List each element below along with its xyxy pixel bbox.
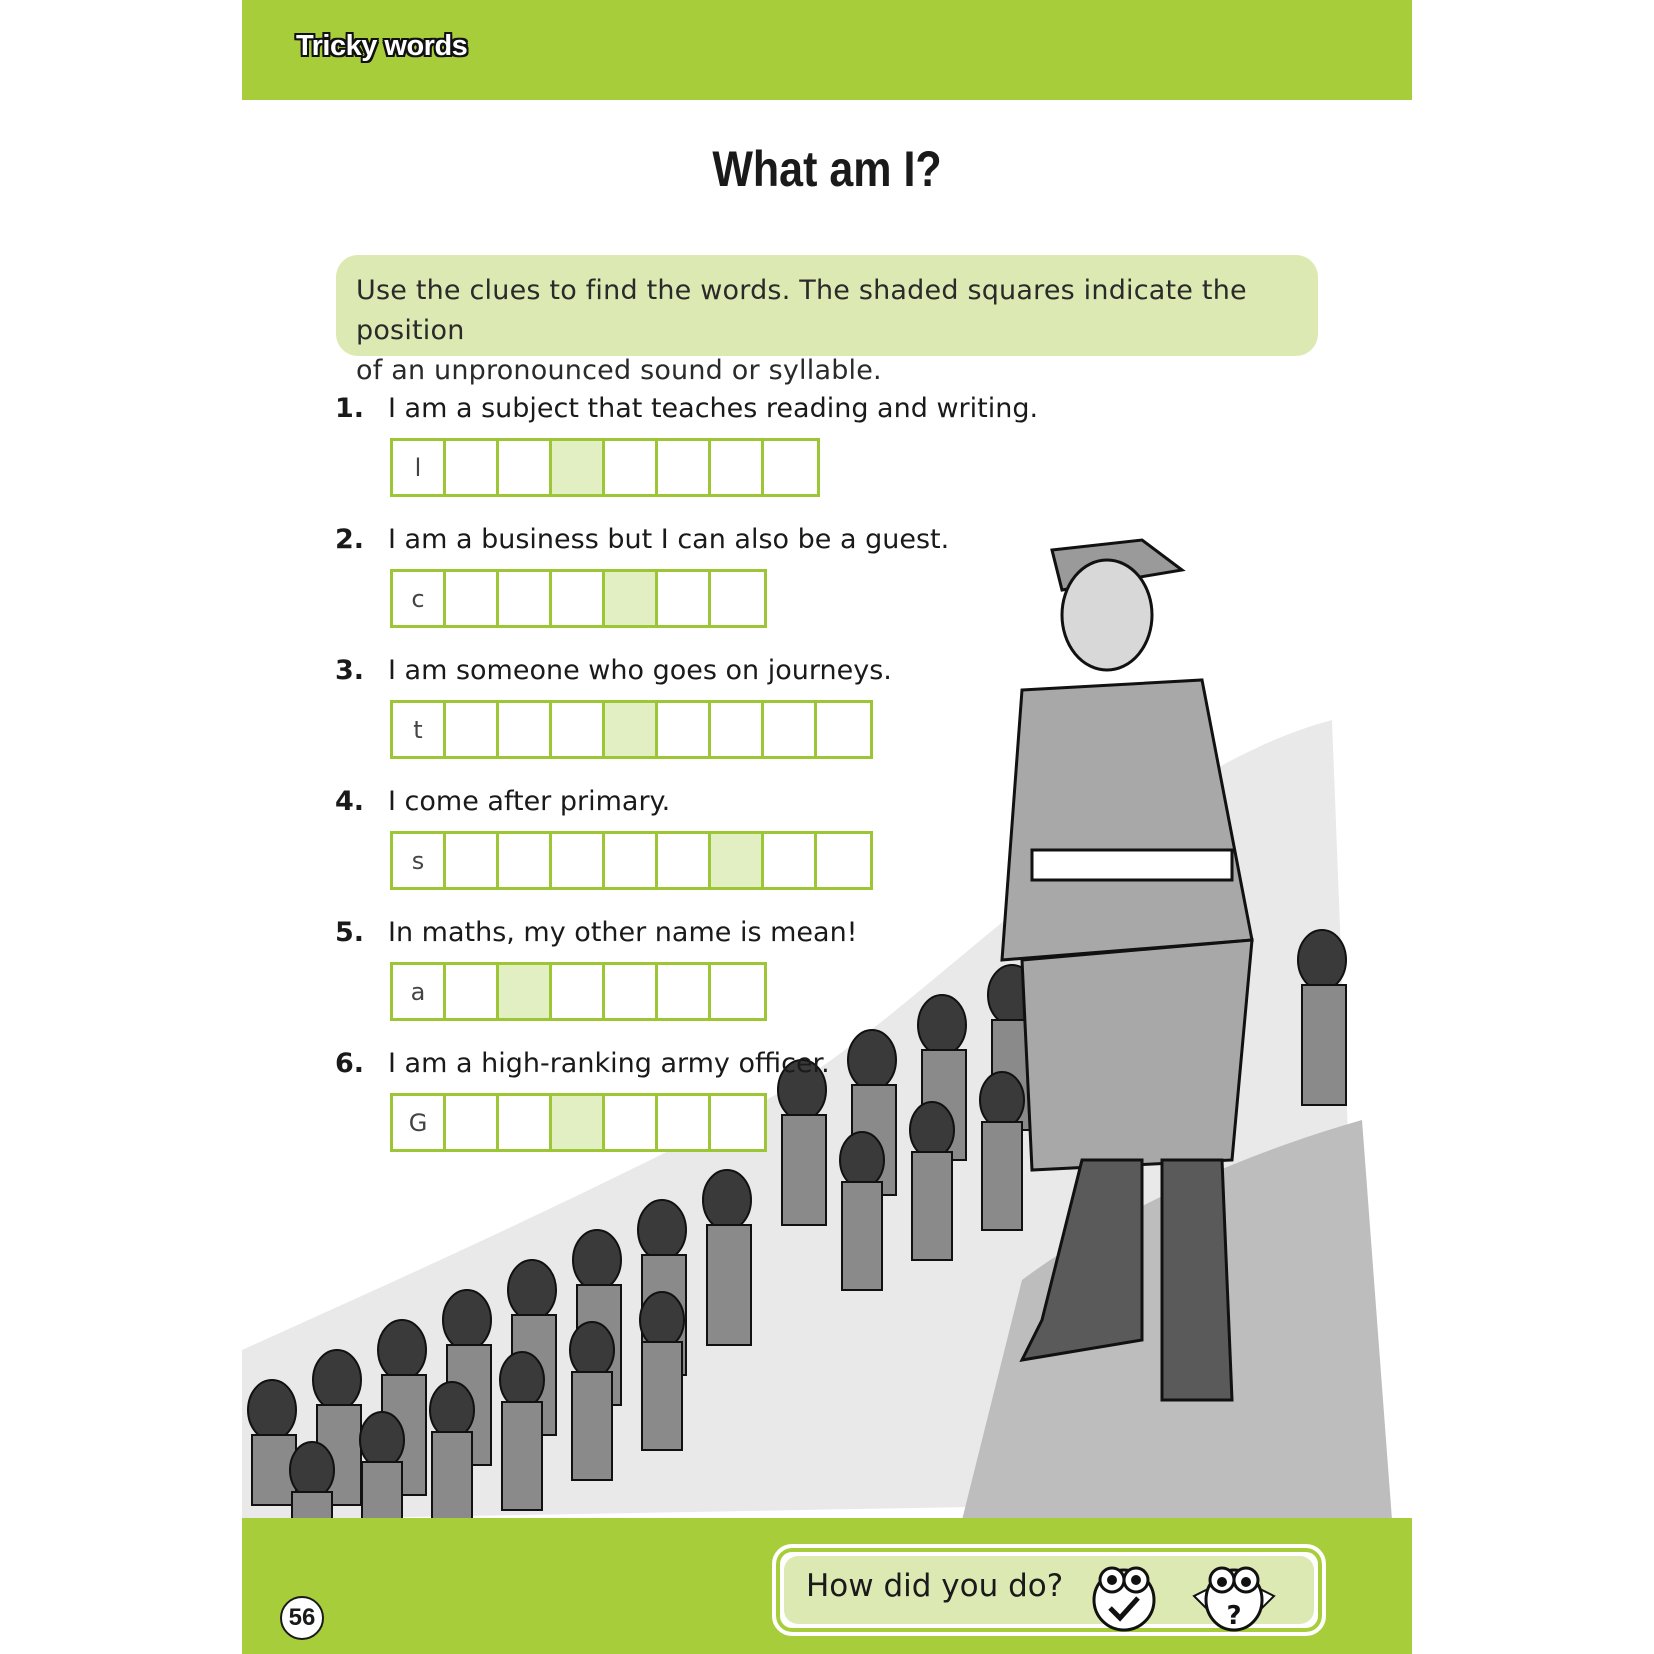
question-text: I am someone who goes on journeys. [388, 655, 892, 686]
review-box [772, 1544, 1326, 1636]
answer-cell[interactable] [446, 834, 499, 887]
page-title: What am I? [712, 141, 942, 197]
owl-question-icon[interactable] [1184, 1556, 1284, 1632]
answer-cell[interactable] [605, 965, 658, 1018]
answer-cell[interactable] [499, 572, 552, 625]
answer-cell-shaded[interactable] [605, 572, 658, 625]
question-text: I am a subject that teaches reading and writing. [388, 393, 1039, 424]
owl-tick-icon[interactable] [1084, 1556, 1164, 1632]
svg-text:?: ? [1226, 1601, 1242, 1631]
answer-cell[interactable] [552, 965, 605, 1018]
answer-cell[interactable] [817, 834, 870, 887]
answer-cell[interactable] [552, 703, 605, 756]
answer-cell[interactable]: s [393, 834, 446, 887]
instruction-line-2: of an unpronounced sound or syllable. [356, 355, 882, 386]
instruction-line-1: Use the clues to find the words. The shaded squares indicate the position [356, 275, 1247, 346]
answer-cell[interactable] [711, 703, 764, 756]
answer-cell[interactable] [764, 703, 817, 756]
question-text: I come after primary. [388, 786, 671, 817]
answer-cell[interactable] [446, 965, 499, 1018]
answer-cell[interactable]: l [393, 441, 446, 494]
answer-cell[interactable] [446, 572, 499, 625]
question-number: 4. [335, 786, 365, 817]
review-prompt: How did you do? [806, 1568, 1064, 1604]
answer-cell[interactable] [658, 965, 711, 1018]
question-text: In maths, my other name is mean! [388, 917, 858, 948]
answer-grid [390, 1093, 767, 1152]
answer-cell[interactable] [711, 965, 764, 1018]
answer-grid [390, 700, 873, 759]
answer-grid [390, 438, 820, 497]
answer-cell[interactable] [446, 703, 499, 756]
answer-cell-shaded[interactable] [605, 703, 658, 756]
answer-cell[interactable]: t [393, 703, 446, 756]
answer-cell[interactable] [658, 834, 711, 887]
answer-cell[interactable] [605, 1096, 658, 1149]
answer-cell[interactable] [764, 834, 817, 887]
answer-cell[interactable] [658, 572, 711, 625]
answer-cell[interactable] [499, 834, 552, 887]
answer-cell[interactable] [552, 572, 605, 625]
instruction-box [336, 255, 1318, 386]
answer-cell-shaded[interactable] [499, 965, 552, 1018]
answer-cell[interactable] [552, 834, 605, 887]
section-tag: Tricky words [296, 30, 468, 62]
answer-cell[interactable]: G [393, 1096, 446, 1149]
answer-cell[interactable] [499, 703, 552, 756]
answer-cell[interactable] [499, 441, 552, 494]
answer-cell[interactable] [764, 441, 817, 494]
answer-cell[interactable] [605, 834, 658, 887]
question-number: 3. [335, 655, 365, 686]
answer-cell[interactable] [446, 1096, 499, 1149]
answer-grid [390, 831, 873, 890]
answer-cell[interactable] [817, 703, 870, 756]
answer-cell-shaded[interactable] [711, 834, 764, 887]
question-number: 6. [335, 1048, 365, 1079]
answer-cell-shaded[interactable] [552, 441, 605, 494]
page-number: 56 [280, 1596, 324, 1640]
answer-cell[interactable] [658, 1096, 711, 1149]
answer-cell[interactable] [499, 1096, 552, 1149]
answer-grid [390, 569, 767, 628]
question-number: 2. [335, 524, 365, 555]
question-number: 5. [335, 917, 365, 948]
question-text: I am a high-ranking army officer. [388, 1048, 830, 1079]
guard-figure [248, 1380, 296, 1505]
answer-cell[interactable] [711, 441, 764, 494]
review-inner [784, 1556, 1314, 1631]
question-text: I am a business but I can also be a guest. [388, 524, 950, 555]
question-number: 1. [335, 393, 365, 424]
answer-cell-shaded[interactable] [552, 1096, 605, 1149]
header-band [242, 0, 1412, 100]
answer-cell[interactable] [605, 441, 658, 494]
answer-cell[interactable] [446, 441, 499, 494]
answer-cell[interactable] [658, 703, 711, 756]
answer-grid [390, 962, 767, 1021]
answer-cell[interactable]: c [393, 572, 446, 625]
answer-cell[interactable]: a [393, 965, 446, 1018]
answer-cell[interactable] [711, 1096, 764, 1149]
worksheet-page [242, 0, 1412, 1654]
answer-cell[interactable] [711, 572, 764, 625]
answer-cell[interactable] [658, 441, 711, 494]
